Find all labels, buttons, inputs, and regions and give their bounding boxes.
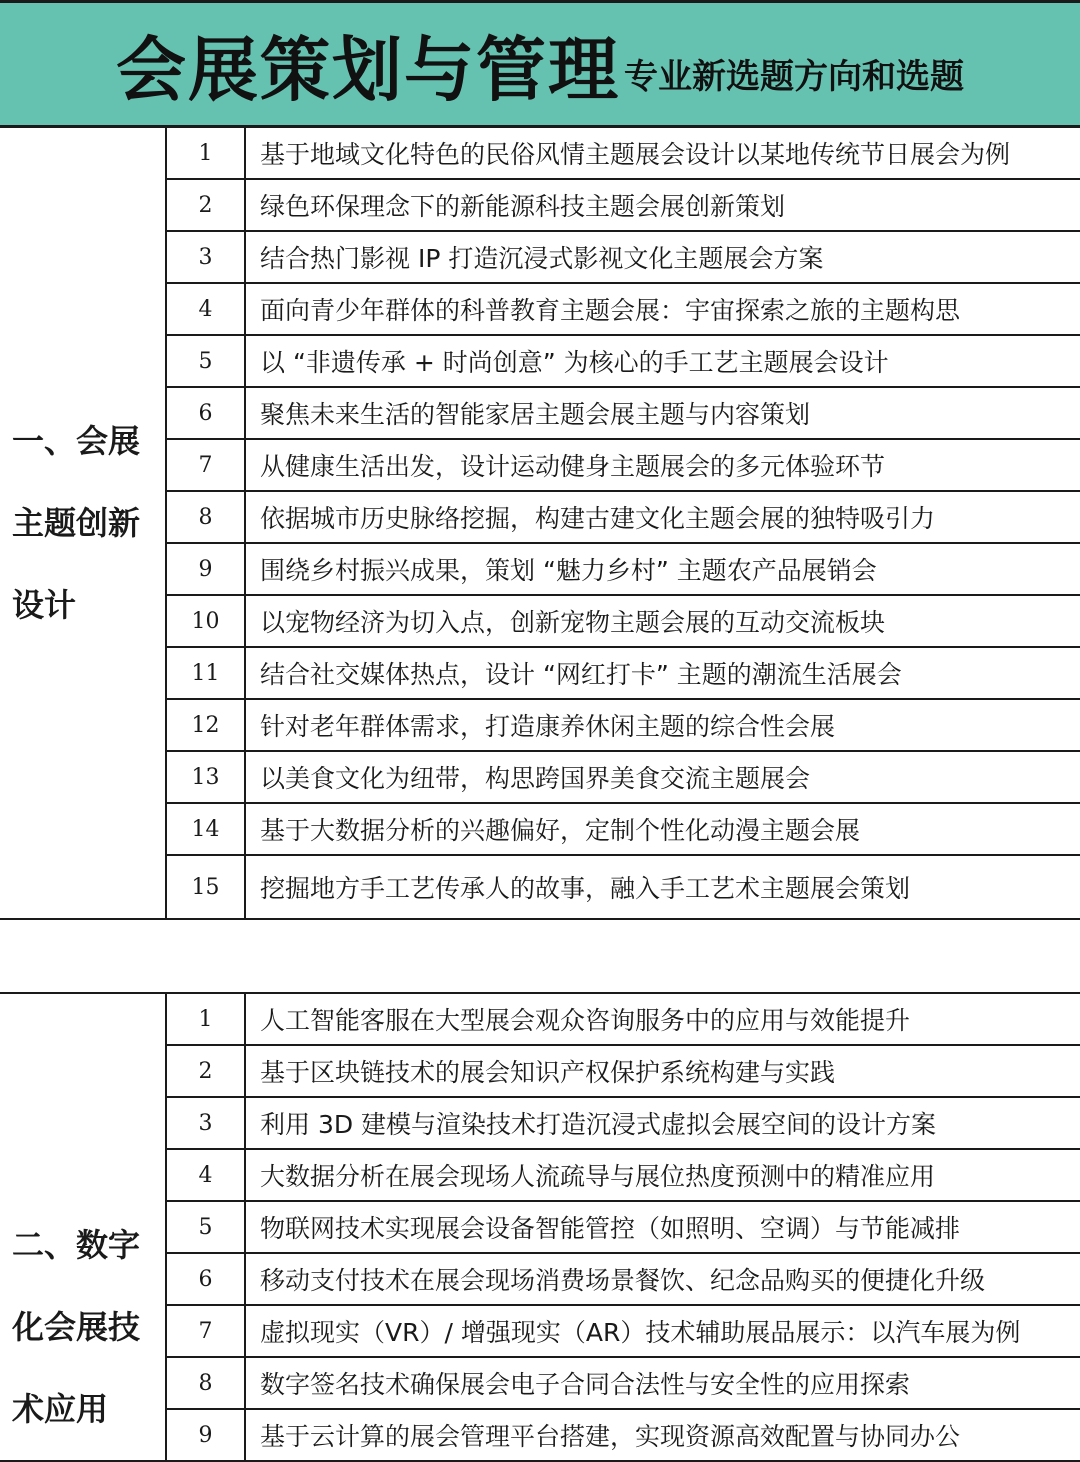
- topic-number: 5: [166, 1201, 245, 1253]
- topic-text: 依据城市历史脉络挖掘，构建古建文化主题会展的独特吸引力: [245, 491, 1080, 543]
- topic-table: [0, 992, 1080, 1462]
- topic-number: 1: [166, 127, 245, 179]
- topic-text: 大数据分析在展会现场人流疏导与展位热度预测中的精准应用: [245, 1149, 1080, 1201]
- section-digital-tech: [0, 992, 1080, 1462]
- topic-text: 以 “非遗传承 + 时尚创意” 为核心的手工艺主题展会设计: [245, 335, 1080, 387]
- topic-number: 7: [166, 1305, 245, 1357]
- topic-text: 数字签名技术确保展会电子合同合法性与安全性的应用探索: [245, 1357, 1080, 1409]
- topic-number: 3: [166, 1097, 245, 1149]
- topic-number: 14: [166, 803, 245, 855]
- topic-number: 4: [166, 283, 245, 335]
- topic-number: 10: [166, 595, 245, 647]
- topic-number: 6: [166, 1253, 245, 1305]
- page-header: [0, 0, 1080, 128]
- topic-number: 4: [166, 1149, 245, 1201]
- topic-text: 以美食文化为纽带，构思跨国界美食交流主题展会: [245, 751, 1080, 803]
- topic-number: 9: [166, 1409, 245, 1461]
- table-row: [0, 127, 1080, 179]
- topic-text: 从健康生活出发，设计运动健身主题展会的多元体验环节: [245, 439, 1080, 491]
- topic-number: 3: [166, 231, 245, 283]
- topic-text: 结合热门影视 IP 打造沉浸式影视文化主题展会方案: [245, 231, 1080, 283]
- topic-number: 7: [166, 439, 245, 491]
- topic-text: 基于云计算的展会管理平台搭建，实现资源高效配置与协同办公: [245, 1409, 1080, 1461]
- topic-text: 面向青少年群体的科普教育主题会展：宇宙探索之旅的主题构思: [245, 283, 1080, 335]
- topic-text: 利用 3D 建模与渲染技术打造沉浸式虚拟会展空间的设计方案: [245, 1097, 1080, 1149]
- topic-text: 绿色环保理念下的新能源科技主题会展创新策划: [245, 179, 1080, 231]
- topic-text: 结合社交媒体热点，设计 “网红打卡” 主题的潮流生活展会: [245, 647, 1080, 699]
- topic-text: 基于大数据分析的兴趣偏好，定制个性化动漫主题会展: [245, 803, 1080, 855]
- topic-text: 围绕乡村振兴成果，策划 “魅力乡村” 主题农产品展销会: [245, 543, 1080, 595]
- category-label: 一、会展 主题创新 设计: [12, 422, 141, 624]
- topic-text: 物联网技术实现展会设备智能管控（如照明、空调）与节能减排: [245, 1201, 1080, 1253]
- page-title: 会展策划与管理: [116, 28, 620, 111]
- topic-text: 聚焦未来生活的智能家居主题会展主题与内容策划: [245, 387, 1080, 439]
- topic-number: 6: [166, 387, 245, 439]
- topic-number: 15: [166, 855, 245, 919]
- topic-number: 12: [166, 699, 245, 751]
- topic-table: [0, 126, 1080, 920]
- topic-text: 基于区块链技术的展会知识产权保护系统构建与实践: [245, 1045, 1080, 1097]
- topic-text: 人工智能客服在大型展会观众咨询服务中的应用与效能提升: [245, 993, 1080, 1045]
- table-row: [0, 993, 1080, 1045]
- topic-number: 8: [166, 1357, 245, 1409]
- category-cell: [0, 127, 166, 919]
- topic-number: 2: [166, 179, 245, 231]
- topic-text: 挖掘地方手工艺传承人的故事，融入手工艺术主题展会策划: [245, 855, 1080, 919]
- topic-number: 8: [166, 491, 245, 543]
- topic-text: 基于地域文化特色的民俗风情主题展会设计以某地传统节日展会为例: [245, 127, 1080, 179]
- topic-text: 移动支付技术在展会现场消费场景餐饮、纪念品购买的便捷化升级: [245, 1253, 1080, 1305]
- topic-number: 5: [166, 335, 245, 387]
- topic-number: 2: [166, 1045, 245, 1097]
- section-theme-innovation: [0, 126, 1080, 920]
- topic-text: 虚拟现实（VR）/ 增强现实（AR）技术辅助展品展示：以汽车展为例: [245, 1305, 1080, 1357]
- topic-number: 13: [166, 751, 245, 803]
- topic-number: 9: [166, 543, 245, 595]
- topic-number: 1: [166, 993, 245, 1045]
- category-cell: [0, 993, 166, 1461]
- topic-text: 以宠物经济为切入点，创新宠物主题会展的互动交流板块: [245, 595, 1080, 647]
- topic-number: 11: [166, 647, 245, 699]
- topic-text: 针对老年群体需求，打造康养休闲主题的综合性会展: [245, 699, 1080, 751]
- category-label: 二、数字 化会展技 术应用: [12, 1226, 141, 1428]
- page-subtitle: 专业新选题方向和选题: [624, 56, 964, 97]
